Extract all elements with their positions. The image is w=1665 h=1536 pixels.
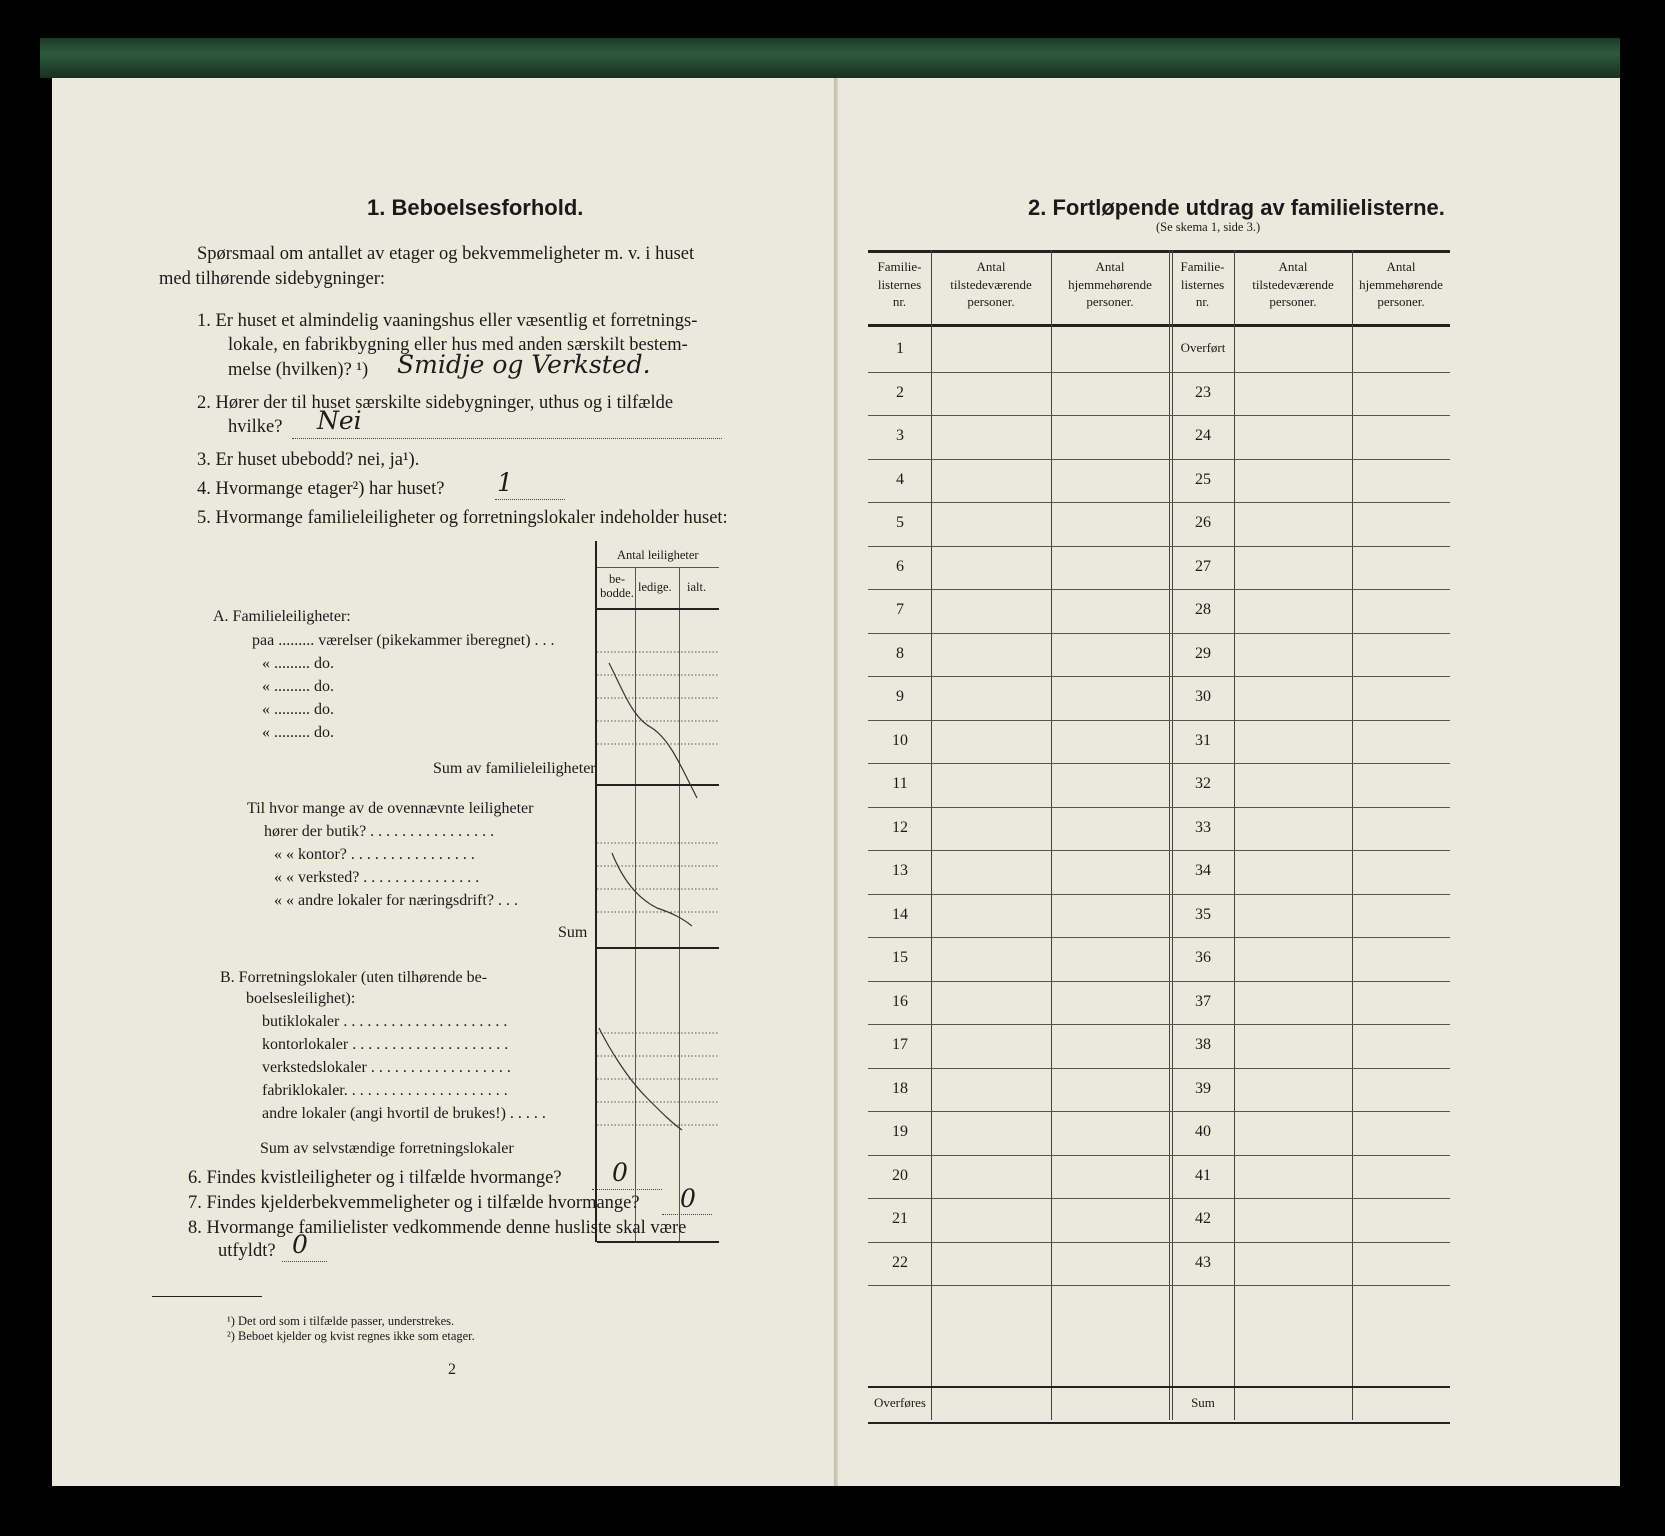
row-number-right: 41 [1195, 1166, 1211, 1184]
col-rule [1051, 250, 1052, 1420]
row-number-right: 43 [1195, 1253, 1211, 1271]
row-rule [868, 372, 1450, 373]
row-rule [868, 546, 1450, 547]
section-b-heading-1: B. Forretningslokaler (uten tilhørende be- [220, 969, 488, 986]
row-rule [868, 1111, 1450, 1112]
table-header-rule [868, 324, 1450, 327]
row-number-left: 18 [892, 1079, 908, 1097]
col-header-ledige: ledige. [638, 580, 672, 594]
footnote-1: ¹) Det ord som i tilfælde passer, understrekes. [227, 1314, 455, 1328]
row-rule [868, 807, 1450, 808]
row-rule [868, 1024, 1450, 1025]
question-6-answer: 0 [612, 1158, 628, 1187]
section-title-familielisterne: 2. Fortløpende utdrag av familielisterne. [1028, 195, 1445, 220]
row-rule [868, 894, 1450, 895]
row-rule [868, 720, 1450, 721]
footer-overfores: Overføres [874, 1395, 926, 1410]
row-number-right: 23 [1195, 383, 1211, 401]
row-rule [868, 1068, 1450, 1069]
header-hjemmehorende: Antal hjemmehørende personer. [1068, 259, 1152, 310]
sum-label: Sum [558, 924, 588, 941]
row-number-right: 29 [1195, 644, 1211, 662]
table-footer-rule [868, 1386, 1450, 1388]
row-rule [868, 502, 1450, 503]
header-hjemmehorende-2: Antal hjemmehørende personer. [1359, 259, 1443, 310]
row-number-right: 31 [1195, 731, 1211, 749]
col-rule [1234, 250, 1235, 1420]
section-a-row: paa ......... værelser (pikekammer iberegnet) . . . [252, 632, 555, 649]
col-rule [1169, 250, 1170, 1420]
row-number-left: 11 [892, 775, 908, 792]
familielister-table [868, 250, 1450, 1430]
intro-line-1: Spørsmaal om antallet av etager og bekvemmeligheter m. v. i huset [197, 244, 695, 264]
question-7: 7. Findes kjelderbekvemmeligheter og i tilfælde hvormange? [188, 1193, 640, 1213]
section-a-row: « ......... do. [262, 678, 334, 695]
right-page [838, 78, 1620, 1486]
row-number-left: 6 [896, 557, 904, 575]
question-1-line-3: melse (hvilken)? ¹) [228, 360, 369, 380]
question-8-answer: 0 [292, 1230, 308, 1259]
section-b-row: kontorlokaler . . . . . . . . . . . . . . . . . . . . [262, 1036, 509, 1053]
row-number-left: 19 [892, 1123, 908, 1140]
question-4-answer: 1 [497, 468, 513, 497]
question-2-line-2: hvilke? [228, 417, 283, 437]
question-7-dotted-line [662, 1214, 712, 1215]
til-hvor-mange-heading: Til hvor mange av de ovennævnte leiligheter [247, 800, 534, 817]
row-number-left: 1 [896, 340, 904, 357]
row-number-left: 12 [892, 818, 908, 836]
row-number-right: 35 [1195, 905, 1211, 923]
question-2-dotted-line [292, 438, 722, 439]
row-number-right: 32 [1195, 775, 1211, 792]
row-rule [868, 850, 1450, 851]
til-row: hører der butik? . . . . . . . . . . . . . . . . [264, 823, 495, 840]
question-6-dotted-line [592, 1189, 662, 1190]
question-4: 4. Hvormange etager²) har huset? [197, 479, 445, 499]
col-header-ialt: ialt. [687, 580, 707, 594]
row-rule [868, 633, 1450, 634]
row-number-left: 15 [892, 949, 908, 966]
question-1-line-2: lokale, en fabrikbygning eller hus med anden særskilt bestem- [228, 335, 688, 355]
table-top-rule [868, 250, 1450, 253]
til-row: « « kontor? . . . . . . . . . . . . . . . . [274, 846, 475, 863]
section-title-beboelsesforhold: 1. Beboelsesforhold. [367, 195, 584, 220]
row-number-left: 22 [892, 1253, 908, 1271]
question-1-line-1: 1. Er huset et almindelig vaaningshus eller væsentlig et forretnings- [197, 311, 698, 331]
row-number-left: 9 [896, 688, 904, 705]
header-familielisternes-nr-2: Familie- listernes nr. [1180, 259, 1225, 310]
row-number-right: 37 [1195, 992, 1211, 1010]
row-number-left: 14 [892, 905, 908, 923]
row-number-right: 34 [1195, 862, 1211, 879]
row-number-left: 20 [892, 1166, 908, 1184]
row-number-right: 42 [1195, 1210, 1211, 1227]
row-number-left: 10 [892, 731, 908, 749]
row-number-left: 5 [896, 514, 904, 531]
row-rule [868, 459, 1450, 460]
sum-forretningslokaler: Sum av selvstændige forretningslokaler [260, 1140, 514, 1157]
til-row: « « andre lokaler for næringsdrift? . . . [274, 892, 518, 909]
til-row: « « verksted? . . . . . . . . . . . . . . . [274, 869, 480, 886]
section-b-heading-2: boelsesleilighet): [246, 990, 356, 1007]
question-6: 6. Findes kvistleiligheter og i tilfælde hvormange? [188, 1168, 562, 1188]
row-number-left: 13 [892, 862, 908, 879]
question-5: 5. Hvormange familieleiligheter og forretningslokaler indeholder huset: [197, 508, 728, 528]
row-number-left: 3 [896, 427, 904, 444]
row-rule [868, 981, 1450, 982]
left-page [52, 78, 837, 1486]
table-bottom-rule [868, 1422, 1450, 1424]
intro-line-2: med tilhørende sidebygninger: [159, 269, 386, 289]
section-b-row: fabriklokaler. . . . . . . . . . . . . . . . . . . . . [262, 1082, 508, 1099]
section-a-heading: A. Familieleiligheter: [213, 608, 351, 625]
section-a-row: « ......... do. [262, 655, 334, 672]
row-rule [868, 937, 1450, 938]
footnote-2: ²) Beboet kjelder og kvist regnes ikke som etager. [227, 1329, 475, 1343]
footnote-rule [152, 1296, 262, 1297]
row-number-left: 17 [892, 1036, 908, 1053]
row-rule [868, 1198, 1450, 1199]
row-number-right: 38 [1195, 1036, 1211, 1053]
col-rule [931, 250, 932, 1420]
question-7-answer: 0 [680, 1184, 696, 1213]
header-tilstedevaerende: Antal tilstedeværende personer. [950, 259, 1032, 310]
question-4-dotted-line [495, 499, 565, 500]
row-number-right: 40 [1195, 1123, 1211, 1140]
table-row-rules [597, 608, 719, 1248]
header-tilstedevaerende-2: Antal tilstedeværende personer. [1252, 259, 1334, 310]
question-2-answer: Nei [317, 406, 362, 435]
col-header-bebodde: be- bodde. [600, 572, 634, 601]
table-header-antal-leiligheter: Antal leiligheter [617, 548, 699, 562]
row-number-right: 26 [1195, 514, 1211, 531]
row-rule [868, 415, 1450, 416]
row-number-left: 8 [896, 644, 904, 662]
row-rule [868, 1242, 1450, 1243]
row-rule [868, 1285, 1450, 1286]
row-number-right: 28 [1195, 601, 1211, 618]
row-number-right: Overført [1180, 340, 1226, 355]
table-header-divider [597, 567, 719, 568]
section-b-row: verkstedslokaler . . . . . . . . . . . . . . . . . . [262, 1059, 511, 1076]
row-rule [868, 1155, 1450, 1156]
question-8-dotted-line [282, 1261, 327, 1262]
section-a-row: « ......... do. [262, 701, 334, 718]
row-number-right: 25 [1195, 470, 1211, 488]
question-1-answer: Smidje og Verksted. [397, 350, 651, 379]
row-number-right: 27 [1195, 557, 1211, 575]
section-subtitle: (Se skema 1, side 3.) [1156, 220, 1261, 234]
question-3: 3. Er huset ubebodd? nei, ja¹). [197, 450, 420, 470]
row-number-left: 16 [892, 992, 908, 1010]
sum-familieleiligheter: Sum av familieleiligheter [433, 760, 596, 777]
footer-sum: Sum [1191, 1395, 1215, 1410]
section-a-row: « ......... do. [262, 724, 334, 741]
question-2-line-1: 2. Hører der til huset særskilte sidebygninger, uthus og i tilfælde [197, 393, 674, 413]
row-rule [868, 589, 1450, 590]
row-number-right: 24 [1195, 427, 1211, 444]
row-number-left: 21 [892, 1210, 908, 1227]
row-number-right: 30 [1195, 688, 1211, 705]
row-number-right: 36 [1195, 949, 1211, 966]
row-rule [868, 763, 1450, 764]
col-rule [1352, 250, 1353, 1420]
section-b-row: butiklokaler . . . . . . . . . . . . . . . . . . . . . [262, 1013, 508, 1030]
row-number-left: 4 [896, 470, 904, 488]
row-rule [868, 676, 1450, 677]
row-number-left: 2 [896, 383, 904, 401]
section-b-row: andre lokaler (angi hvortil de brukes!) . . . . . [262, 1105, 546, 1122]
question-8-line-1: 8. Hvormange familielister vedkommende denne husliste skal være [188, 1218, 687, 1238]
row-number-right: 39 [1195, 1079, 1211, 1097]
binding-strip [40, 38, 1620, 78]
header-familielisternes-nr: Familie- listernes nr. [877, 259, 922, 310]
page-number: 2 [448, 1361, 456, 1378]
row-number-right: 33 [1195, 818, 1211, 836]
row-number-left: 7 [896, 601, 904, 618]
question-8-line-2: utfyldt? [218, 1241, 276, 1261]
